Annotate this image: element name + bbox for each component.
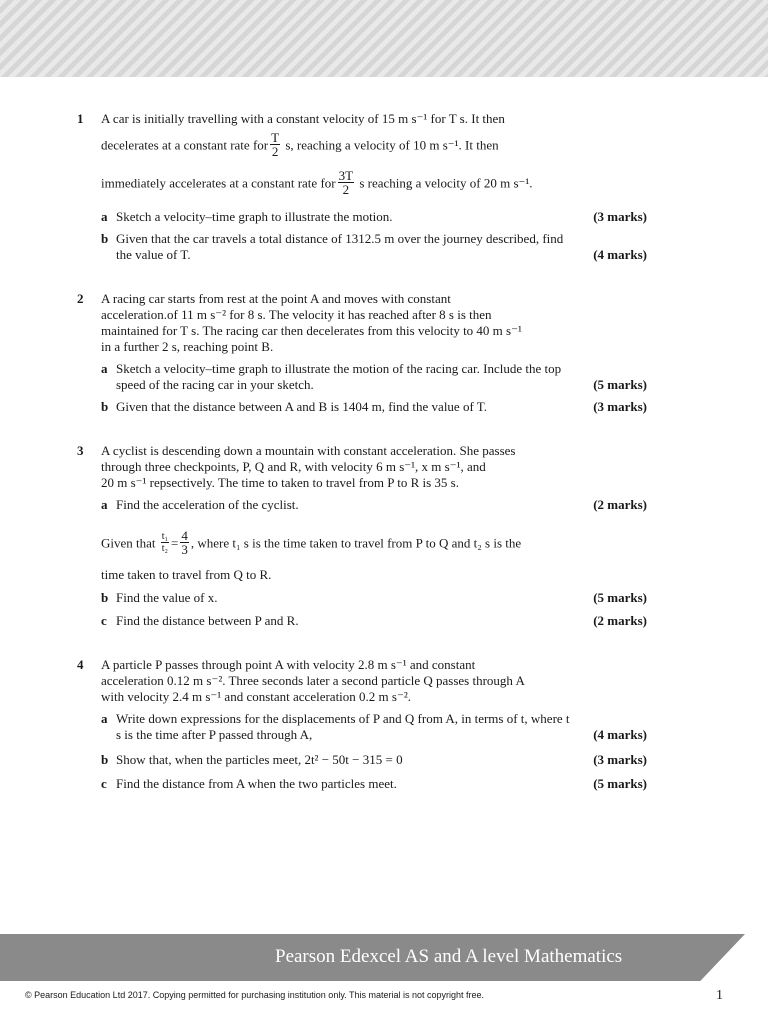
marks-label: (2 marks) xyxy=(593,613,647,628)
part-label: b xyxy=(101,399,109,414)
part-label: b xyxy=(101,752,109,767)
part-label: c xyxy=(101,776,107,791)
part-text: Find the distance between P and R. xyxy=(116,613,299,628)
marks-label: (4 marks) xyxy=(593,247,647,262)
marks-label: (5 marks) xyxy=(593,590,647,605)
marks-label: (3 marks) xyxy=(593,399,647,414)
part-text: Sketch a velocity–time graph to illustrate the motion of the racing car. Include the top speed of the racing car in your sketch. xyxy=(116,361,562,392)
question-number: 1 xyxy=(77,111,84,126)
part-text: Write down expressions for the displacements of P and Q from A, in terms of t, where t s is the time after P passed through A, xyxy=(116,711,570,742)
question-stem-line: 20 m s⁻¹ repsectively. The time to taken to travel from P to R is 35 s. xyxy=(101,475,459,490)
marks-label: (3 marks) xyxy=(593,752,647,767)
question-stem-line: through three checkpoints, P, Q and R, with velocity 6 m s⁻¹, x m s⁻¹, and xyxy=(101,459,486,474)
question-stem-line: acceleration 0.12 m s⁻². Three seconds later a second particle Q passes through A xyxy=(101,673,525,688)
marks-label: (2 marks) xyxy=(593,497,647,512)
question-stem-line: in a further 2 s, reaching point B. xyxy=(101,339,274,354)
question-stem-line: A car is initially travelling with a constant velocity of 15 m s⁻¹ for T s. It then xyxy=(101,111,505,126)
part-label: a xyxy=(101,361,108,376)
part-text: Show that, when the particles meet, 2t² − 50t − 315 = 0 xyxy=(116,752,403,767)
part-text: Find the distance from A when the two particles meet. xyxy=(116,776,397,791)
question-stem-line: A cyclist is descending down a mountain with constant acceleration. She passes xyxy=(101,443,516,458)
marks-label: (5 marks) xyxy=(593,377,647,392)
question-stem-line: A particle P passes through point A with velocity 2.8 m s⁻¹ and constant xyxy=(101,657,476,672)
part-text: Given that the distance between A and B is 1404 m, find the value of T. xyxy=(116,399,488,414)
footer-title: Pearson Edexcel AS and A level Mathematics xyxy=(275,946,623,967)
copyright-notice: © Pearson Education Ltd 2017. Copying permitted for purchasing institution only. This material is not copyright free. xyxy=(25,990,485,1000)
part-label: a xyxy=(101,711,108,726)
marks-label: (5 marks) xyxy=(593,776,647,791)
question-number: 2 xyxy=(77,291,84,306)
question-number: 3 xyxy=(77,443,84,458)
fraction: $\frac{T}{2}$ xyxy=(271,130,280,159)
marks-label: (4 marks) xyxy=(593,727,647,742)
question-stem-line: with velocity 2.4 m s⁻¹ and constant acceleration 0.2 m s⁻². xyxy=(101,689,411,704)
fraction: $\frac{\text{t₁}}{\text{t₂}}$ xyxy=(161,531,169,554)
fraction: $\frac{4}{3}$ xyxy=(181,528,188,557)
part-label: a xyxy=(101,497,108,512)
question-stem-line: A racing car starts from rest at the point A and moves with constant xyxy=(101,291,451,306)
marks-label: (3 marks) xyxy=(593,209,647,224)
given-statement-line: time taken to travel from Q to R. xyxy=(101,567,272,582)
part-text: Given that the car travels a total distance of 1312.5 m over the journey described, find the value of T. xyxy=(116,231,564,262)
header-band xyxy=(0,0,768,77)
part-text: Find the acceleration of the cyclist. xyxy=(116,497,299,512)
question-stem-line: immediately accelerates at a constant rate for $\frac{3T}{2}$ s reaching a velocity of 20 m s⁻¹. xyxy=(101,168,533,197)
fraction: $\frac{3T}{2}$ xyxy=(338,168,354,197)
part-label: c xyxy=(101,613,107,628)
question-stem-line: acceleration.of 11 m s⁻² for 8 s. The velocity it has reached after 8 s is then xyxy=(101,307,492,322)
part-label: b xyxy=(101,590,109,605)
part-label: a xyxy=(101,209,108,224)
question-number: 4 xyxy=(77,657,84,672)
part-text: Sketch a velocity–time graph to illustrate the motion. xyxy=(116,209,393,224)
part-text: Find the value of x. xyxy=(116,590,218,605)
question-stem-line: maintained for T s. The racing car then decelerates from this velocity to 40 m s⁻¹ xyxy=(101,323,522,338)
given-statement: Given that $\frac{\text{t₁}}{\text{t₂}}$ = $\frac{4}{3}$ , where t₁ s is the time taken to travel from P to Q and t₂ s is the xyxy=(101,528,522,557)
page-number: 1 xyxy=(716,988,723,1003)
question-stem-line: decelerates at a constant rate for $\frac{T}{2}$ s, reaching a velocity of 10 m s⁻¹. It then xyxy=(101,130,499,159)
part-label: b xyxy=(101,231,109,246)
